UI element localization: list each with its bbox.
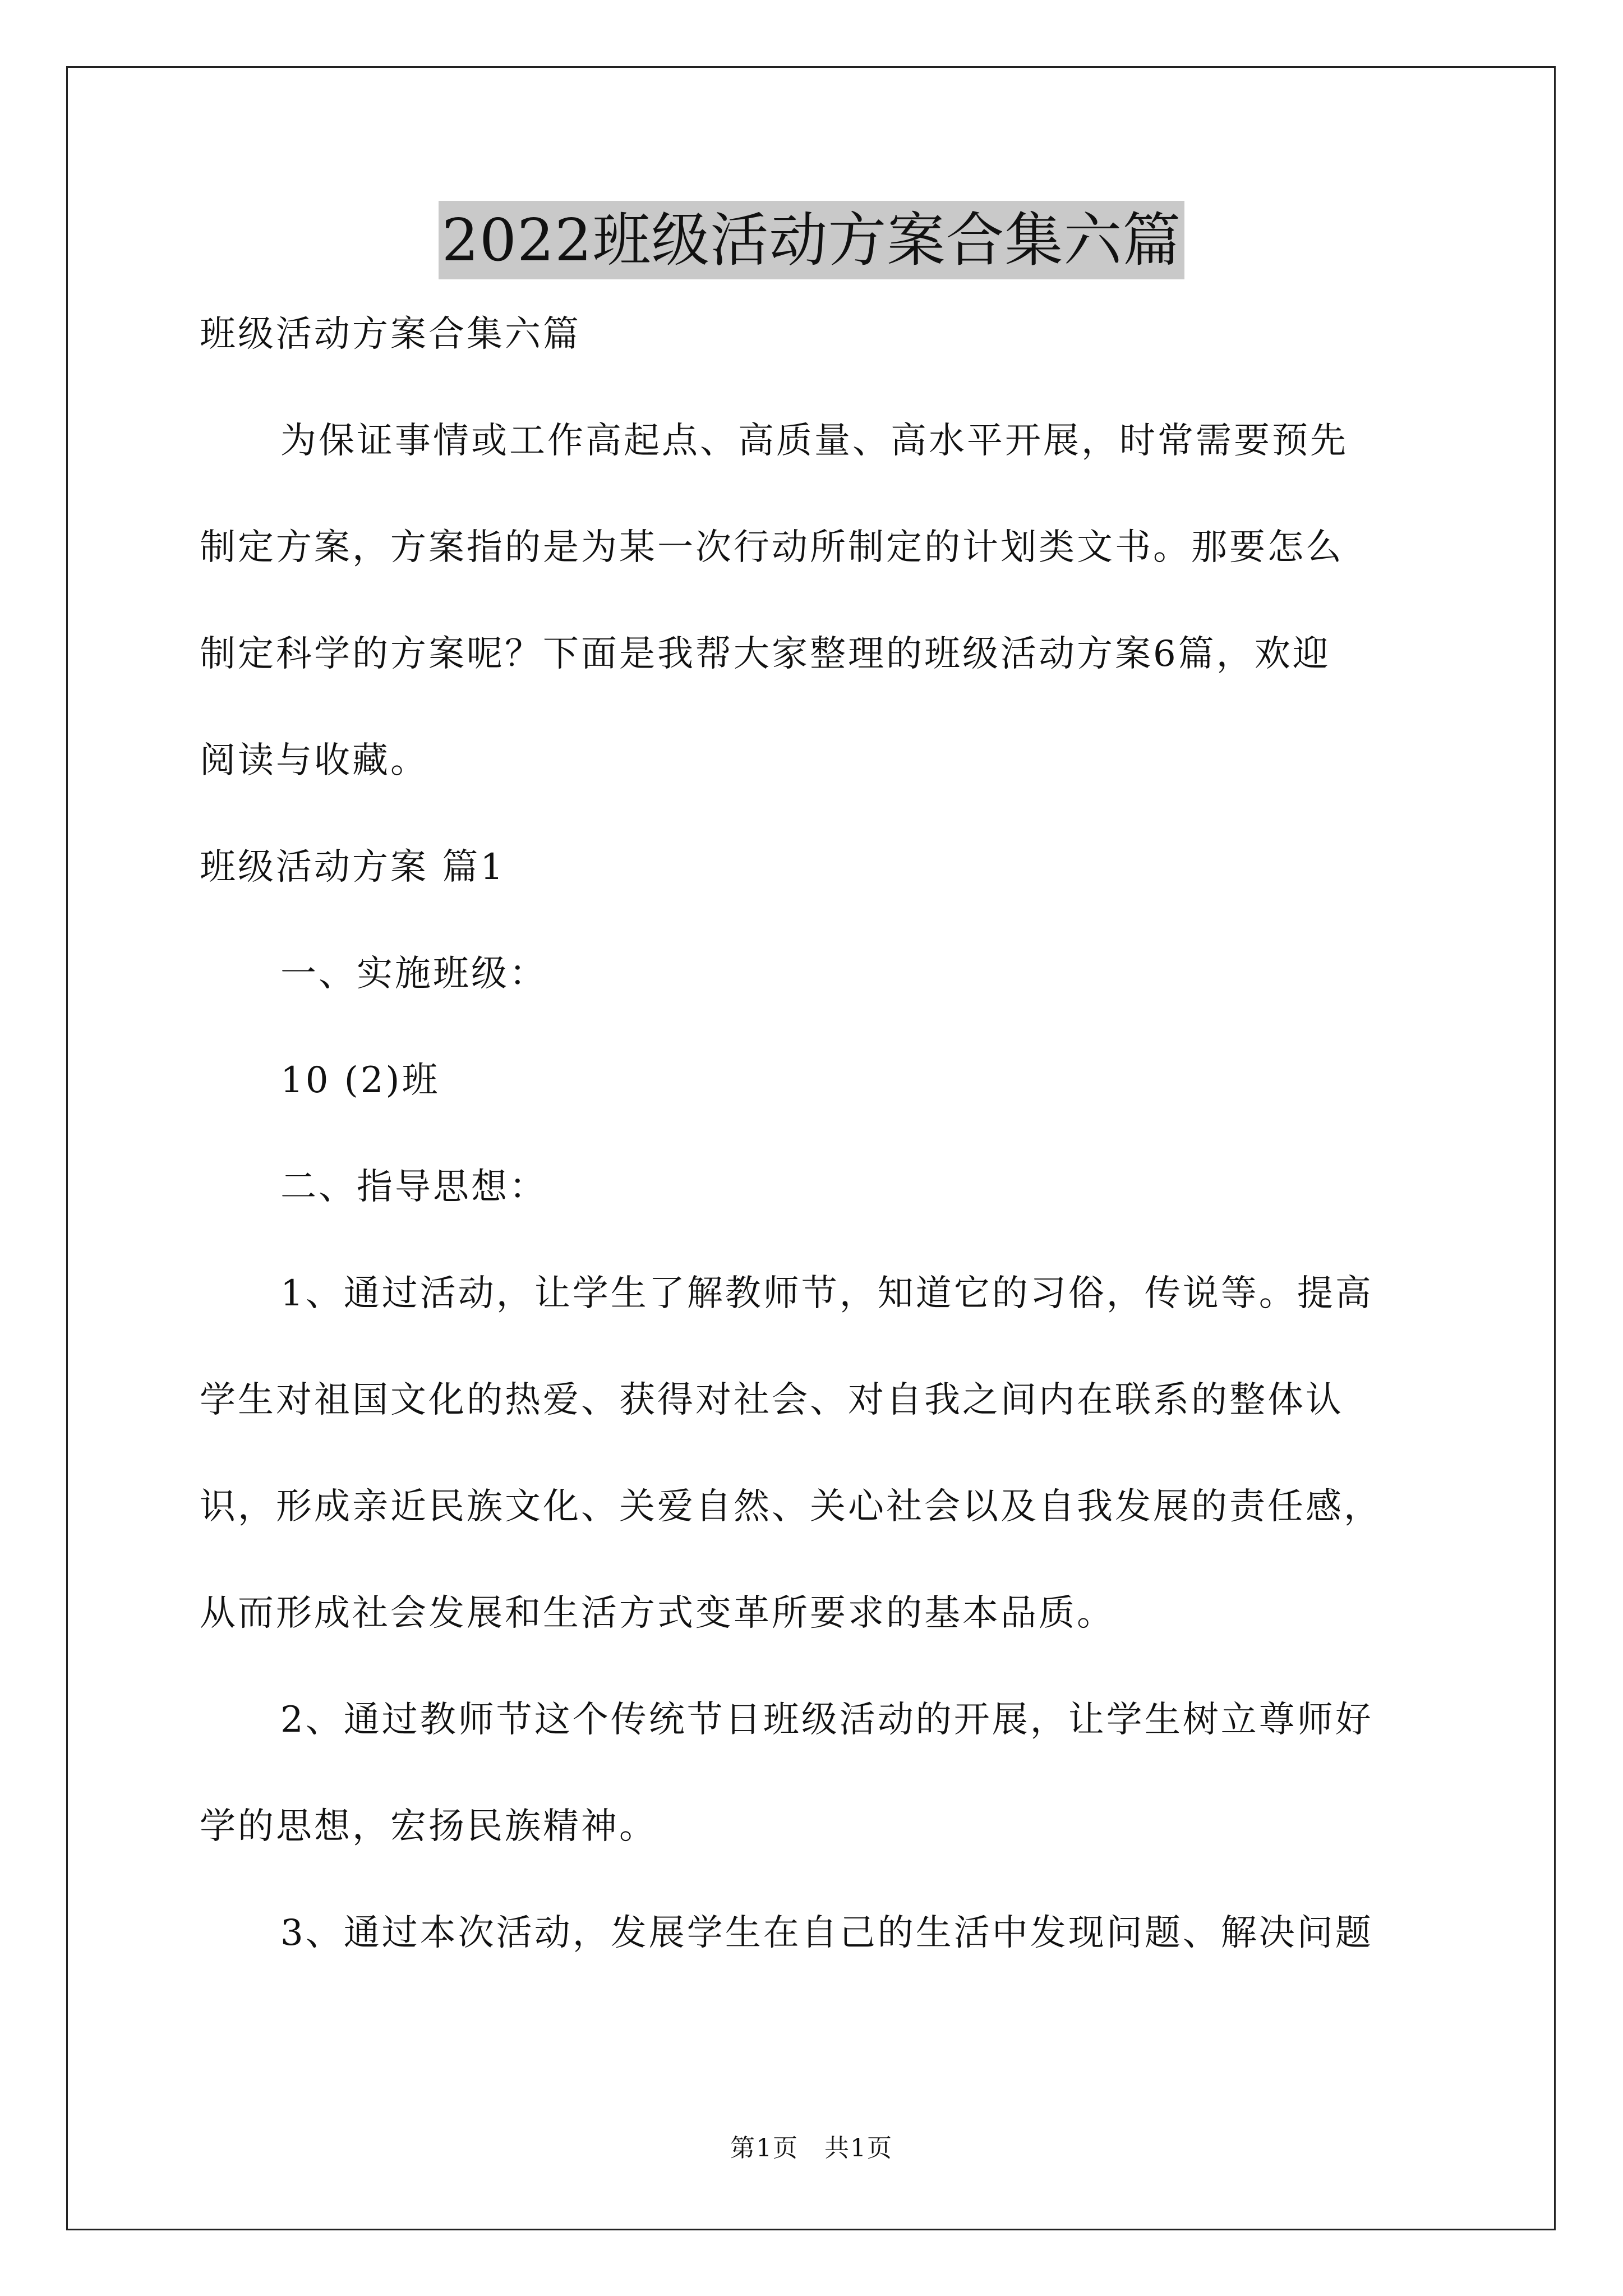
text-line: 班级活动方案 篇1	[200, 846, 506, 888]
page-footer: 第1页 共1页	[730, 2134, 893, 2162]
text-line: 一、实施班级：	[280, 953, 547, 995]
text-line: 阅读与收藏。	[200, 740, 428, 781]
document-title: 2022班级活动方案合集六篇	[439, 201, 1185, 279]
title-container	[0, 201, 1623, 279]
text-line: 1、通过活动，让学生了解教师节，知道它的习俗，传说等。提高	[280, 1273, 1373, 1314]
text-line: 学生对祖国文化的热爱、获得对社会、对自我之间内在联系的整体认	[200, 1379, 1344, 1421]
text-line: 制定方案，方案指的是为某一次行动所制定的计划类文书。那要怎么	[200, 527, 1344, 568]
text-line: 制定科学的方案呢？下面是我帮大家整理的班级活动方案6篇，欢迎	[200, 633, 1331, 675]
text-line: 为保证事情或工作高起点、高质量、高水平开展，时常需要预先	[280, 420, 1348, 462]
text-line: 识，形成亲近民族文化、关爱自然、关心社会以及自我发展的责任感，	[200, 1486, 1382, 1527]
document-body	[200, 307, 1428, 2013]
text-line: 2、通过教师节这个传统节日班级活动的开展，让学生树立尊师好	[280, 1699, 1373, 1741]
text-line: 从而形成社会发展和生活方式变革所要求的基本品质。	[200, 1593, 1115, 1634]
text-line: 学的思想，宏扬民族精神。	[200, 1806, 657, 1847]
text-line: 10 (2)班	[280, 1060, 440, 1101]
text-line: 3、通过本次活动，发展学生在自己的生活中发现问题、解决问题	[280, 1912, 1373, 1954]
text-line: 班级活动方案合集六篇	[200, 314, 581, 355]
text-line: 二、指导思想：	[280, 1166, 547, 1208]
